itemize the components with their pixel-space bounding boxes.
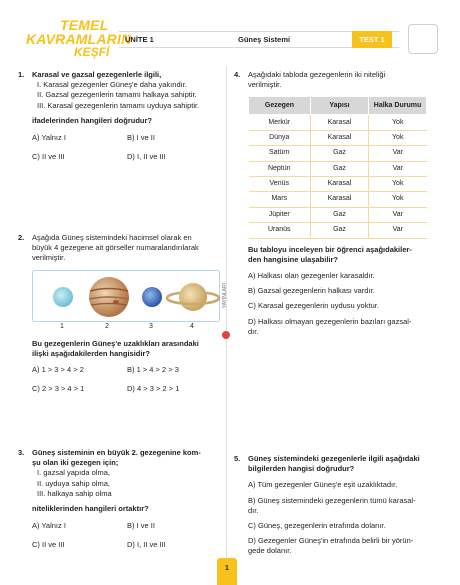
table-cell-ring: Yok (369, 192, 427, 207)
table-header-ring: Halka Durumu (369, 97, 427, 115)
table-cell-structure: Karasal (311, 176, 369, 191)
planet-labels (32, 322, 222, 334)
question-prompt: ifadelerinden hangileri doğrudur? (32, 115, 153, 125)
option-d[interactable]: D) Halkası olmayan gezegenlerin bazıları gazsal- dır. (248, 316, 412, 336)
option-b[interactable]: B) 1 > 4 > 2 > 3 (127, 365, 179, 375)
option-d[interactable]: D) Gezegenler Güneş'in etrafında belirli bir yörün- gede dolanır. (248, 536, 414, 556)
question-line-2: ilişki aşağıdakilerden hangisidir? (32, 348, 150, 358)
side-label-text: YAYINLARI (222, 283, 228, 309)
table-header-structure: Yapısı (311, 97, 369, 115)
table-row (249, 223, 427, 238)
stem-line-2: şu olan iki gezegen için; (32, 458, 119, 468)
planet-label-2: 2 (105, 322, 109, 330)
stem-line-2: bilgilerden hangisi doğrudur? (248, 464, 355, 474)
option-b[interactable]: B) I ve II (127, 521, 155, 531)
subject-title: Güneş Sistemi (238, 35, 291, 44)
test-badge: TEST 1 (352, 31, 392, 48)
planet-1-icon (53, 287, 73, 307)
table-row (249, 207, 427, 222)
planet-label-4: 4 (190, 322, 194, 330)
table-cell-structure: Gaz (311, 207, 369, 222)
table-cell-ring: Var (369, 146, 427, 161)
logo-line-1: TEMEL (60, 17, 109, 33)
table-cell-planet: Mars (249, 192, 311, 207)
stem-line-1: Güneş sisteminin en büyük 2. gezegenine kom- (32, 448, 201, 457)
table-cell-ring: Var (369, 207, 427, 222)
table-row (249, 192, 427, 207)
question-number: 4. (234, 70, 241, 79)
question-prompt: niteliklerinden hangileri ortaktır? (32, 504, 149, 514)
statement-1: I. Karasal gezegenler Güneş'e daha yakındır. (37, 80, 187, 90)
planets-image (32, 270, 220, 322)
stem-line-1: Aşağıda Güneş sistemindeki hacimsel olarak en (32, 233, 192, 242)
stem-line-1: Güneş sistemindeki gezegenlerle ilgili aşağıdaki (248, 454, 420, 463)
planet-label-1: 1 (60, 322, 64, 330)
option-a[interactable]: A) Halkası olan gezegenler karasaldır. (248, 270, 375, 280)
table-cell-structure: Gaz (311, 146, 369, 161)
option-c[interactable]: C) II ve III (32, 540, 65, 550)
stem-line-2: verilmiştir. (248, 80, 282, 90)
option-d[interactable]: D) I, II ve III (127, 540, 166, 550)
question-stem: Karasal ve gazsal gezegenlerle ilgili, (32, 70, 162, 79)
option-b[interactable]: B) Gazsal gezegenlerin halkası vardır. (248, 286, 375, 296)
table-cell-ring: Var (369, 223, 427, 238)
option-d[interactable]: D) 4 > 3 > 2 > 1 (127, 384, 180, 394)
table-cell-ring: Var (369, 161, 427, 176)
statement-2: II. uyduya sahip olma, (37, 478, 110, 488)
stem-line-2: büyük 4 gezegene ait görseller numaralandırılarak (32, 243, 199, 253)
option-a[interactable]: A) Tüm gezegenler Güneş'e eşit uzaklıktadır. (248, 480, 398, 490)
question-number: 2. (18, 233, 25, 242)
option-c[interactable]: C) 2 > 3 > 4 > 1 (32, 384, 85, 394)
table-cell-ring: Yok (369, 130, 427, 145)
table-cell-ring: Yok (369, 115, 427, 130)
option-b[interactable]: B) I ve II (127, 133, 155, 143)
corner-box (408, 24, 438, 54)
table-cell-structure: Gaz (311, 223, 369, 238)
option-d[interactable]: D) I, II ve III (127, 152, 166, 162)
option-a[interactable]: A) Yalnız I (32, 521, 66, 531)
planet-label-3: 3 (149, 322, 153, 330)
question-line-2: den hangisine ulaşabilir? (248, 254, 339, 264)
table-row (249, 146, 427, 161)
table-cell-structure: Gaz (311, 161, 369, 176)
stem-line-1: Aşağıdaki tabloda gezegenlerin iki niteliği (248, 70, 386, 79)
question-number: 3. (18, 448, 25, 457)
planet-table (248, 96, 427, 238)
publisher-logo (26, 17, 132, 61)
stem-line-3: verilmiştir. (32, 253, 66, 263)
table-header-planet: Gezegen (249, 97, 311, 115)
question-number: 1. (18, 70, 25, 79)
table-cell-planet: Venüs (249, 176, 311, 191)
question-line-1: Bu tabloyu inceleyen bir öğrenci aşağıdakiler- (248, 244, 412, 254)
unit-label: ÜNİTE 1 (125, 35, 154, 44)
table-cell-planet: Uranüs (249, 223, 311, 238)
page-number: 1 (217, 558, 237, 585)
table-cell-planet: Satürn (249, 146, 311, 161)
logo-line-3: KEŞFİ (74, 45, 110, 59)
option-b[interactable]: B) Güneş sistemindeki gezegenlerin tümü karasal- dır. (248, 495, 416, 515)
question-number: 5. (234, 454, 241, 463)
table-cell-planet: Jüpiter (249, 207, 311, 222)
table-cell-structure: Karasal (311, 115, 369, 130)
table-cell-planet: Dünya (249, 130, 311, 145)
table-cell-ring: Yok (369, 176, 427, 191)
table-cell-planet: Merkür (249, 115, 311, 130)
table-cell-planet: Neptün (249, 161, 311, 176)
table-row (249, 130, 427, 145)
option-a[interactable]: A) Yalnız I (32, 133, 66, 143)
logo-line-2: KAVRAMLARIN (26, 31, 132, 47)
planet-2-icon (89, 277, 129, 317)
option-a[interactable]: A) 1 > 3 > 4 > 2 (32, 365, 84, 375)
question-line-1: Bu gezegenlerin Güneş'e uzaklıkları arasındaki (32, 338, 199, 348)
table-row (249, 115, 427, 130)
planet-3-icon (142, 287, 162, 307)
option-c[interactable]: C) II ve III (32, 152, 65, 162)
statement-1: I. gazsal yapıda olma, (37, 468, 110, 478)
statement-3: III. Karasal gezegenlerin tamamı uyduya sahiptir. (37, 100, 200, 110)
table-row (249, 176, 427, 191)
option-c[interactable]: C) Güneş, gezegenlerin etrafında dolanır. (248, 521, 386, 531)
planet-4-icon (167, 283, 219, 311)
statement-2: II. Gazsal gezegenlerin tamamı halkaya sahiptir. (37, 90, 197, 100)
option-c[interactable]: C) Karasal gezegenlerin uydusu yoktur. (248, 301, 379, 311)
publisher-mark-icon (222, 331, 230, 339)
statement-3: III. halkaya sahip olma (37, 488, 112, 498)
table-cell-structure: Karasal (311, 192, 369, 207)
table-cell-structure: Karasal (311, 130, 369, 145)
table-row (249, 161, 427, 176)
